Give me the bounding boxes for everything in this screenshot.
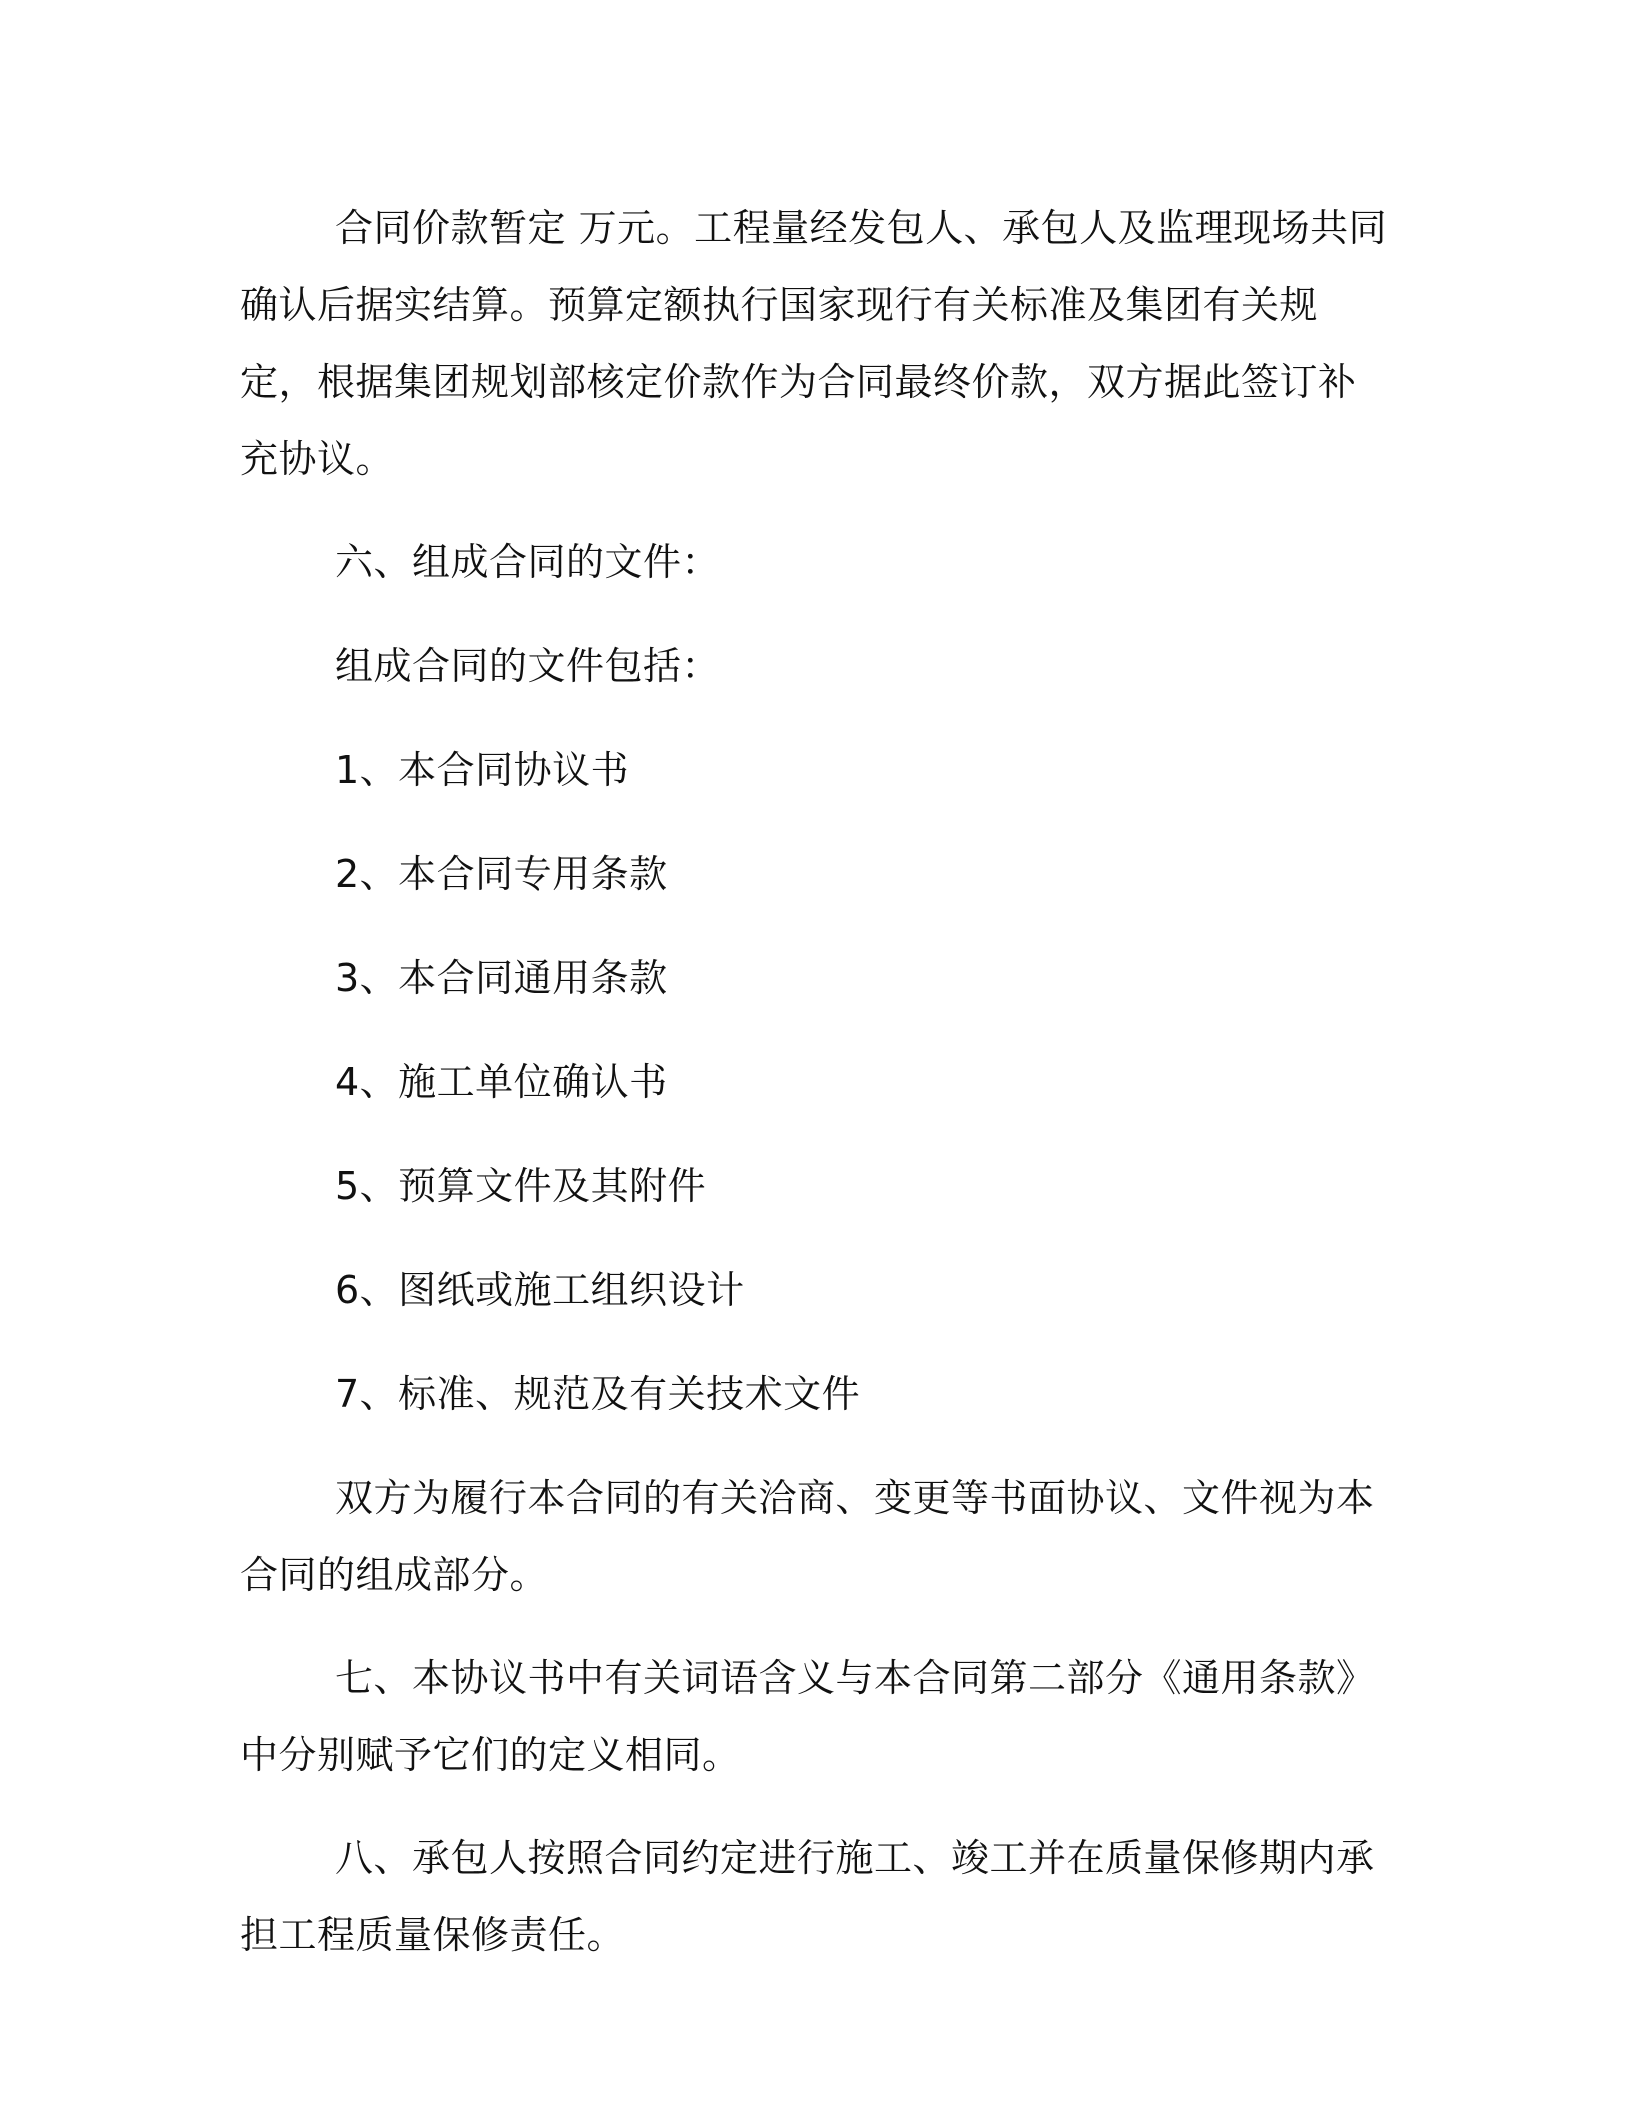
list-item: 7、标准、规范及有关技术文件: [335, 1372, 861, 1416]
contract-price-paragraph: 合同价款暂定 万元。工程量经发包人、承包人及监理现场共同确认后据实结算。预算定额执行国家现行有关标准及集团有关规定，根据集团规划部核定价款作为合同最终价款，双方据此签订补充协议。: [240, 206, 1388, 481]
section-8-paragraph: 八、承包人按照合同约定进行施工、竣工并在质量保修期内承担工程质量保修责任。: [240, 1836, 1375, 1957]
list-item: 5、预算文件及其附件: [335, 1164, 707, 1208]
document-page: [240, 190, 1390, 1974]
list-item: 3、本合同通用条款: [335, 956, 668, 1000]
list-item: 1、本合同协议书: [335, 748, 630, 792]
section-6-intro: 组成合同的文件包括：: [335, 644, 721, 688]
list-item: 4、施工单位确认书: [335, 1060, 668, 1104]
list-item: 2、本合同专用条款: [335, 852, 668, 896]
section-6-heading: 六、组成合同的文件：: [335, 540, 721, 584]
supplementary-docs-paragraph: 双方为履行本合同的有关洽商、变更等书面协议、文件视为本合同的组成部分。: [240, 1476, 1375, 1597]
list-item: 6、图纸或施工组织设计: [335, 1268, 745, 1312]
section-7-paragraph: 七、本协议书中有关词语含义与本合同第二部分《通用条款》中分别赋予它们的定义相同。: [240, 1656, 1375, 1777]
